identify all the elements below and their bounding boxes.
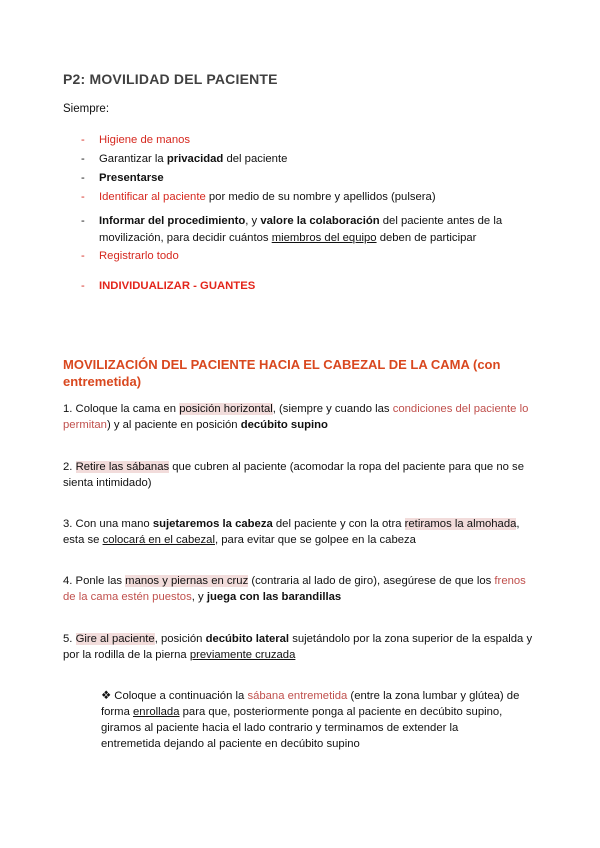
step-2: 2. Retire las sábanas que cubren al paciente (acomodar la ropa del paciente para que no se sienta intimidado) [63, 461, 524, 489]
checklist-item-identify [81, 189, 521, 206]
checklist-item-individualize [81, 278, 521, 295]
siempre-label: Siempre: [63, 103, 110, 115]
page-title: P2: MOVILIDAD DEL PACIENTE [63, 71, 278, 87]
checklist-item-privacy [81, 151, 521, 168]
note-paragraph: ❖ Coloque a continuación la sábana entremetida (entre la zona lumbar y glútea) de forma enrollada para que, posteriormente ponga al paciente en decúbito supino, giramos al paciente hacia el lado contrario y terminamos de extender la entremetida dejando al paciente en decúbito supino [101, 690, 520, 750]
checklist-item-register [81, 248, 521, 265]
checklist-item-introduce [81, 170, 521, 187]
checklist-text: Identificar al paciente por medio de su nombre y apellidos (pulsera) [99, 191, 436, 203]
checklist-item-hand-hygiene [81, 132, 521, 149]
checklist-text: Higiene de manos [99, 134, 191, 146]
list-dash: - [81, 153, 85, 165]
section-title: MOVILIZACIÓN DEL PACIENTE HACIA EL CABEZAL DE LA CAMA (con entremetida) [63, 357, 501, 389]
checklist-text: Registrarlo todo [99, 250, 179, 262]
checklist-text: INDIVIDUALIZAR - GUANTES [99, 280, 256, 292]
list-dash: - [81, 191, 85, 203]
list-dash: - [81, 134, 85, 146]
diamond-bullet-icon: ❖ [101, 690, 112, 702]
checklist-item-inform [81, 213, 521, 247]
step-3: 3. Con una mano sujetaremos la cabeza del paciente y con la otra retiramos la almohada, esta se colocará en el cabezal, para evitar que se golpee en la cabeza [63, 518, 520, 546]
list-dash: - [81, 280, 85, 292]
step-1: 1. Coloque la cama en posición horizontal, (siempre y cuando las condiciones del paciente lo permitan) y al paciente en posición decúbito supino [63, 403, 529, 431]
list-dash: - [81, 172, 85, 184]
checklist-text: Garantizar la privacidad del paciente [99, 153, 288, 165]
step-5: 5. Gire al paciente, posición decúbito lateral sujetándolo por la zona superior de la espalda y por la rodilla de la pierna previamente cruzada [63, 633, 533, 661]
step-4: 4. Ponle las manos y piernas en cruz (contraria al lado de giro), asegúrese de que los frenos de la cama estén puestos, y juega con las barandillas [63, 575, 526, 603]
list-dash: - [81, 215, 85, 227]
list-dash: - [81, 250, 85, 262]
checklist-text: Presentarse [99, 172, 164, 184]
checklist-text: Informar del procedimiento, y valore la colaboración del paciente antes de la movilización, para decidir cuántos miembros del equipo deben de participar [99, 215, 503, 244]
